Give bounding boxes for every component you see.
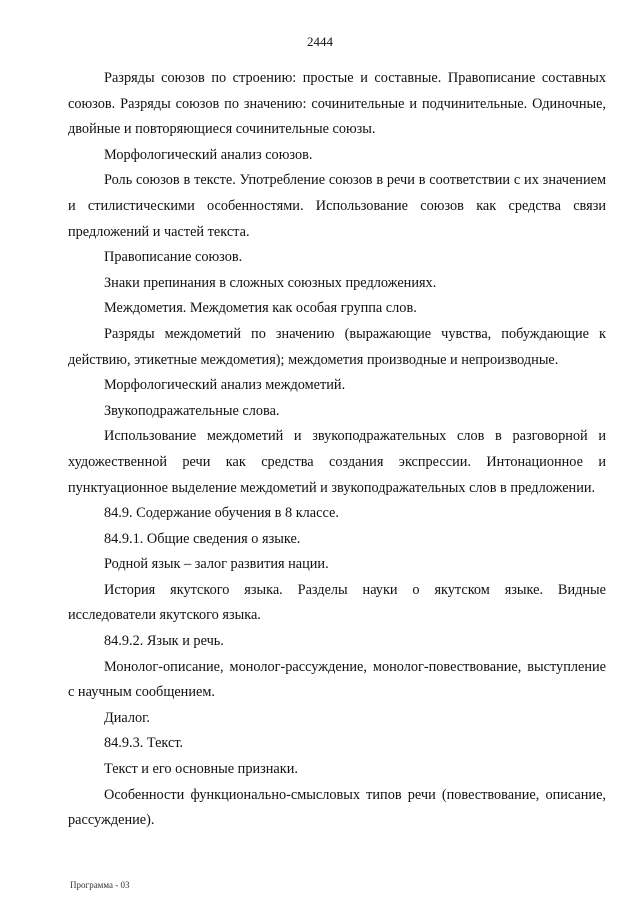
subsection-heading: 84.9.3. Текст.: [104, 735, 184, 752]
paragraph: Монолог-описание, монолог-рассуждение, монолог-повествование, выступление с научным сообщением.: [68, 658, 606, 701]
paragraph: Правописание союзов.: [104, 249, 243, 266]
paragraph: Звукоподражательные слова.: [104, 402, 280, 419]
paragraph: Роль союзов в тексте. Употребление союзов в речи в соответствии с их значением и стилистическими особенностями. Использование союзов как средства связи предложений и частей текста.: [68, 172, 606, 240]
paragraph: Особенности функционально-смысловых типов речи (повествование, описание, рассуждение).: [68, 786, 606, 829]
subsection-heading: 84.9.1. Общие сведения о языке.: [104, 530, 301, 547]
paragraph: Разряды междометий по значению (выражающие чувства, побуждающие к действию, этикетные междометия); междометия производные и непроизводные.: [68, 325, 606, 368]
subsection-heading: 84.9.2. Язык и речь.: [104, 633, 224, 650]
paragraph: Знаки препинания в сложных союзных предложениях.: [104, 274, 437, 291]
paragraph: Морфологический анализ союзов.: [104, 146, 313, 163]
paragraph: Междометия. Междометия как особая группа слов.: [104, 300, 417, 317]
paragraph: История якутского языка. Разделы науки о якутском языке. Видные исследователи якутского языка.: [68, 581, 606, 624]
paragraph: Диалог.: [104, 709, 150, 726]
page-number: 2444: [307, 34, 333, 49]
paragraph: Разряды союзов по строению: простые и составные. Правописание составных союзов. Разряды союзов по значению: сочинительные и подчинительные. Одиночные, двойные и повторяющиеся сочинительные союзы.: [68, 70, 606, 138]
paragraph: Морфологический анализ междометий.: [104, 377, 346, 394]
section-heading: 84.9. Содержание обучения в 8 классе.: [104, 505, 339, 522]
paragraph: Использование междометий и звукоподражательных слов в разговорной и художественной речи как средства создания экспрессии. Интонационное и пунктуационное выделение междометий и звукоподражательных слов в предложении.: [68, 428, 606, 496]
document-body: [68, 66, 606, 834]
paragraph: Родной язык – залог развития нации.: [104, 556, 329, 573]
footer-label: Программа - 03: [70, 880, 130, 890]
paragraph: Текст и его основные признаки.: [104, 761, 298, 778]
